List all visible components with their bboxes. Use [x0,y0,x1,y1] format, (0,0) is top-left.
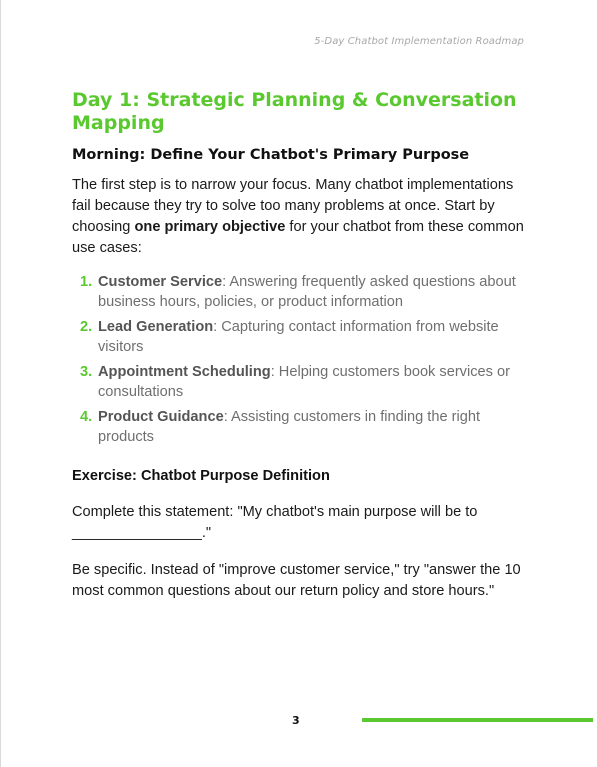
page-number: 3 [292,714,300,727]
list-term: Customer Service [98,274,223,290]
running-header: 5-Day Chatbot Implementation Roadmap [314,36,524,47]
exercise-heading: Exercise: Chatbot Purpose Definition [72,468,330,484]
list-term: Lead Generation [98,319,214,335]
morning-heading: Morning: Define Your Chatbot's Primary Purpose [72,147,470,163]
list-item [72,317,530,357]
list-number: 2. [80,319,93,335]
list-description: : Answering frequently asked questions about business hours, policies, or product information [98,274,516,310]
list-description: : Capturing contact information from website visitors [98,319,499,355]
intro-bold-phrase: one primary objective [134,219,286,235]
list-item [72,407,530,447]
list-term: Appointment Scheduling [98,364,271,380]
list-description: : Helping customers book services or consultations [98,364,510,400]
exercise-advice: Be specific. Instead of "improve customer service," try "answer the 10 most common questions about our return policy and store hours." [72,562,521,599]
list-item [72,362,530,402]
use-case-list [72,272,530,452]
intro-paragraph [72,175,530,259]
list-number: 4. [80,409,93,425]
list-description: : Assisting customers in finding the right products [98,409,481,445]
day-title: Day 1: Strategic Planning & Conversation Mapping [72,89,517,134]
list-number: 3. [80,364,93,380]
exercise-statement: Complete this statement: "My chatbot's main purpose will be to ________________." [72,504,478,541]
intro-text-end: for your chatbot from these common use cases: [72,219,524,256]
list-term: Product Guidance [98,409,224,425]
list-item [72,272,530,312]
list-number: 1. [80,274,93,290]
footer-accent-rule [362,718,593,722]
intro-text-start: The first step is to narrow your focus. Many chatbot implementations fail because they try to solve too many problems at once. Start by choosing [72,177,514,235]
